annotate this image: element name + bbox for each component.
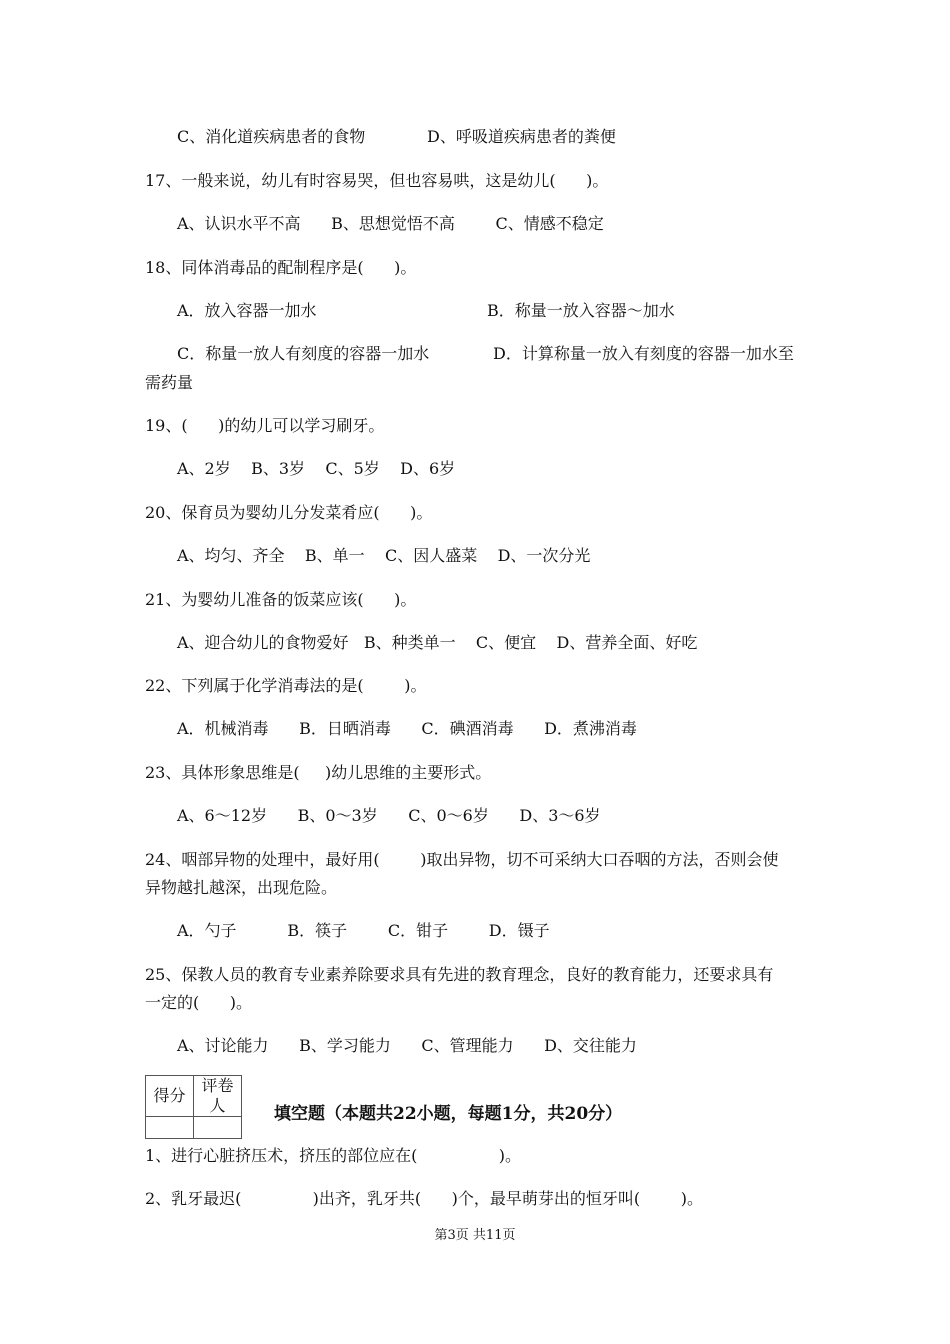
- score-cell: [146, 1117, 194, 1139]
- question-25: 25、保教人员的教育专业素养除要求具有先进的教育理念，良好的教育能力，还要求具有: [145, 965, 774, 984]
- question-22-options: A．机械消毒 B．日晒消毒 C．碘酒消毒 D．煮沸消毒: [177, 719, 637, 738]
- question-18-option-a: A．放入容器一加水: [177, 301, 317, 320]
- question-17: 17、一般来说，幼儿有时容易哭，但也容易哄，这是幼儿( )。: [145, 171, 609, 190]
- score-header: 得分: [146, 1076, 194, 1117]
- question-22: 22、下列属于化学消毒法的是( )。: [145, 676, 427, 695]
- q16-option-d: D、呼吸道疾病患者的粪便: [427, 127, 616, 146]
- question-20-options: A、均匀、齐全 B、单一 C、因人盛菜 D、一次分光: [177, 546, 591, 565]
- question-24: 24、咽部异物的处理中，最好用( )取出异物，切不可采纳大口吞咽的方法，否则会使: [145, 850, 779, 869]
- section-title: 填空题（本题共22小题，每题1分，共20分）: [274, 1104, 623, 1124]
- grader-header: 评卷人: [194, 1076, 242, 1117]
- fill-question-1: 1、进行心脏挤压术，挤压的部位应在( )。: [145, 1146, 522, 1165]
- question-19: 19、( )的幼儿可以学习刷牙。: [145, 416, 385, 435]
- score-table: [145, 1075, 242, 1139]
- question-24-continuation: 异物越扎越深，出现危险。: [145, 878, 338, 897]
- question-18-option-d: D．计算称量一放入有刻度的容器一加水至: [493, 344, 794, 363]
- grader-cell: [194, 1117, 242, 1139]
- question-18-continuation: 需药量: [145, 373, 194, 392]
- question-19-options: A、2岁 B、3岁 C、5岁 D、6岁: [177, 459, 456, 478]
- question-20: 20、保育员为婴幼儿分发菜肴应( )。: [145, 503, 433, 522]
- question-18-option-b: B．称量一放入容器～加水: [487, 301, 675, 320]
- question-21: 21、为婴幼儿准备的饭菜应该( )。: [145, 590, 417, 609]
- fill-question-2: 2、乳牙最迟( )出齐，乳牙共( )个，最早萌芽出的恒牙叫( )。: [145, 1189, 704, 1208]
- question-24-options: A．勺子 B．筷子 C．钳子 D．镊子: [177, 921, 550, 940]
- question-25-continuation: 一定的( )。: [145, 993, 253, 1012]
- question-25-options: A、讨论能力 B、学习能力 C、管理能力 D、交往能力: [177, 1036, 637, 1055]
- question-23-options: A、6～12岁 B、0～3岁 C、0～6岁 D、3～6岁: [177, 806, 601, 825]
- q16-option-c: C、消化道疾病患者的食物: [177, 127, 366, 146]
- question-23: 23、具体形象思维是( )幼儿思维的主要形式。: [145, 763, 492, 782]
- question-18-option-c: C．称量一放人有刻度的容器一加水: [177, 344, 430, 363]
- question-17-options: A、认识水平不高 B、思想觉悟不高 C、情感不稳定: [177, 214, 604, 233]
- question-18: 18、同体消毒品的配制程序是( )。: [145, 258, 417, 277]
- question-21-options: A、迎合幼儿的食物爱好 B、种类单一 C、便宜 D、营养全面、好吃: [177, 633, 698, 652]
- page-number: 第3页 共11页: [434, 1228, 516, 1243]
